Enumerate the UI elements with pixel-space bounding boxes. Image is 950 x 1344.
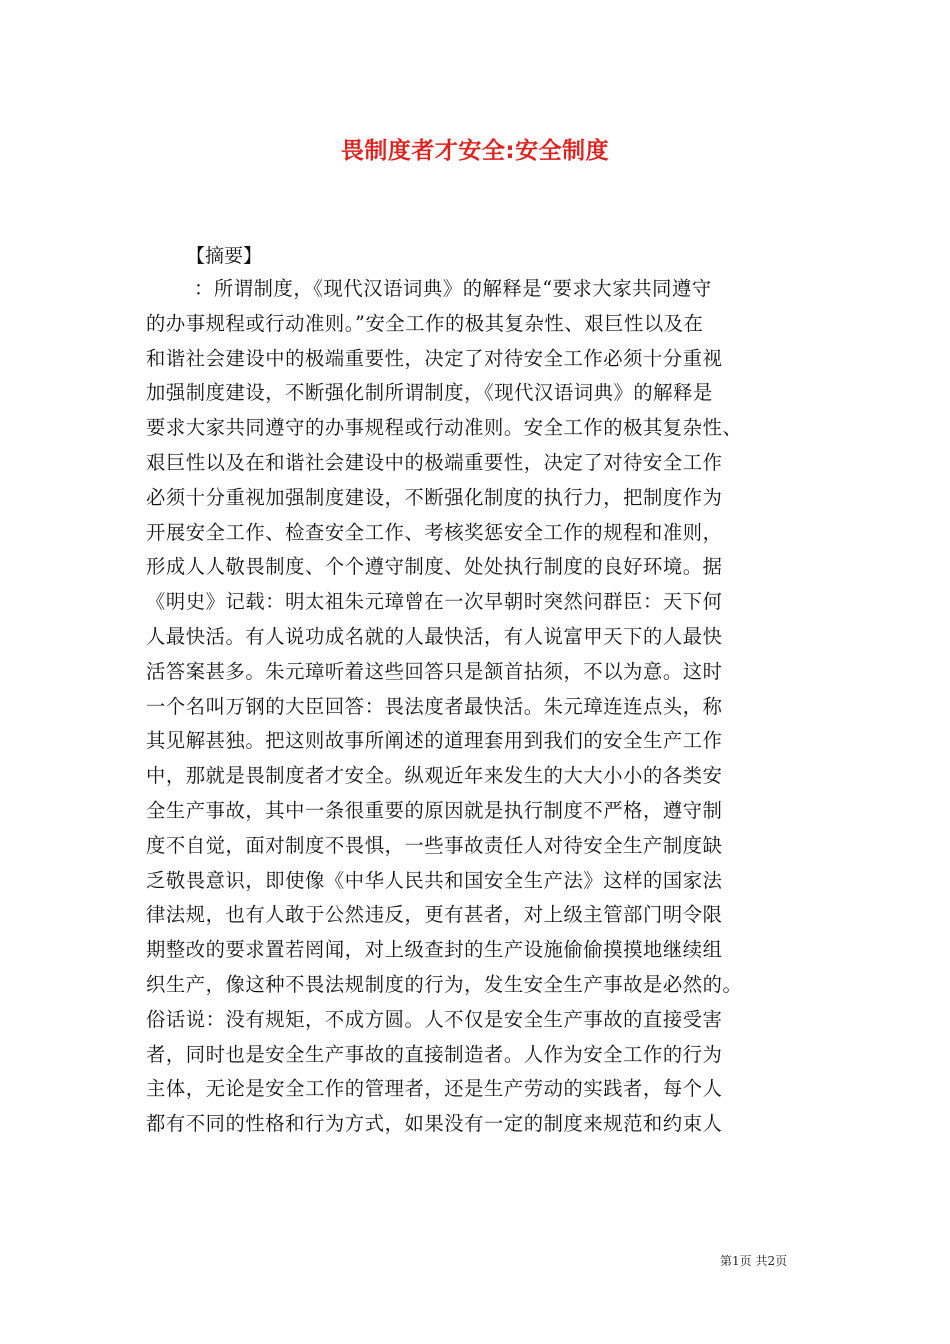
text-line: 形成人人敬畏制度、个个遵守制度、处处执行制度的良好环境。据 [146, 555, 723, 579]
text-line: 艰巨性以及在和谐社会建设中的极端重要性，决定了对待安全工作 [146, 450, 723, 474]
text-line: 律法规，也有人敢于公然违反，更有甚者，对上级主管部门明令限 [146, 903, 723, 927]
text-line: 期整改的要求置若罔闻，对上级查封的生产设施偷偷摸摸地继续组 [146, 938, 723, 962]
text-line: 人最快活。有人说功成名就的人最快活，有人说富甲天下的人最快 [146, 624, 723, 648]
text-line: 中，那就是畏制度者才安全。纵观近年来发生的大大小小的各类安 [146, 764, 723, 788]
text-line: 俗话说：没有规矩，不成方圆。人不仅是安全生产事故的直接受害 [146, 1007, 723, 1031]
total-pages-number: 2 [767, 1254, 776, 1268]
text-line: 都有不同的性格和行为方式，如果没有一定的制度来规范和约束人 [146, 1112, 723, 1136]
footer-mid: 页 共 [739, 1254, 768, 1268]
text-line: 必须十分重视加强制度建设，不断强化制度的执行力，把制度作为 [146, 485, 723, 509]
text-line: 开展安全工作、检查安全工作、考核奖惩安全工作的规程和准则， [146, 520, 723, 544]
document-title: 畏制度者才安全:安全制度 [340, 138, 610, 164]
footer-prefix: 第 [720, 1254, 733, 1268]
page-number-footer [720, 1252, 787, 1269]
text-line: 《明史》记载：明太祖朱元璋曾在一次早朝时突然问群臣：天下何 [146, 590, 723, 614]
text-line: 度不自觉，面对制度不畏惧，一些事故责任人对待安全生产制度缺 [146, 833, 723, 857]
text-line: 其见解甚独。把这则故事所阐述的道理套用到我们的安全生产工作 [146, 729, 723, 753]
text-line: 主体，无论是安全工作的管理者，还是生产劳动的实践者，每个人 [146, 1077, 723, 1101]
current-page-number: 1 [732, 1254, 740, 1268]
text-line: 全生产事故，其中一条很重要的原因就是执行制度不严格，遵守制 [146, 798, 723, 822]
text-line: 要求大家共同遵守的办事规程或行动准则。安全工作的极其复杂性、 [146, 416, 743, 440]
abstract-body [146, 272, 806, 1142]
text-line: 织生产，像这种不畏法规制度的行为，发生安全生产事故是必然的。 [146, 972, 743, 996]
text-line: 乏敬畏意识，即使像《中华人民共和国安全生产法》这样的国家法 [146, 868, 723, 892]
text-line: 和谐社会建设中的极端重要性，决定了对待安全工作必须十分重视 [146, 346, 723, 370]
text-line: ：所谓制度，《现代汉语词典》的解释是“要求大家共同遵守 [194, 277, 712, 300]
footer-suffix: 页 [775, 1254, 788, 1268]
text-line: 活答案甚多。朱元璋听着这些回答只是颔首拈须，不以为意。这时 [146, 659, 723, 683]
text-line: 一个名叫万钢的大臣回答：畏法度者最快活。朱元璋连连点头，称 [146, 694, 723, 718]
abstract-label: 【摘要】 [186, 245, 263, 267]
text-line: 者，同时也是安全生产事故的直接制造者。人作为安全工作的行为 [146, 1042, 723, 1066]
text-line: 加强制度建设，不断强化制所谓制度，《现代汉语词典》的解释是 [146, 381, 713, 405]
text-line: 的办事规程或行动准则。”安全工作的极其复杂性、艰巨性以及在 [146, 311, 704, 335]
